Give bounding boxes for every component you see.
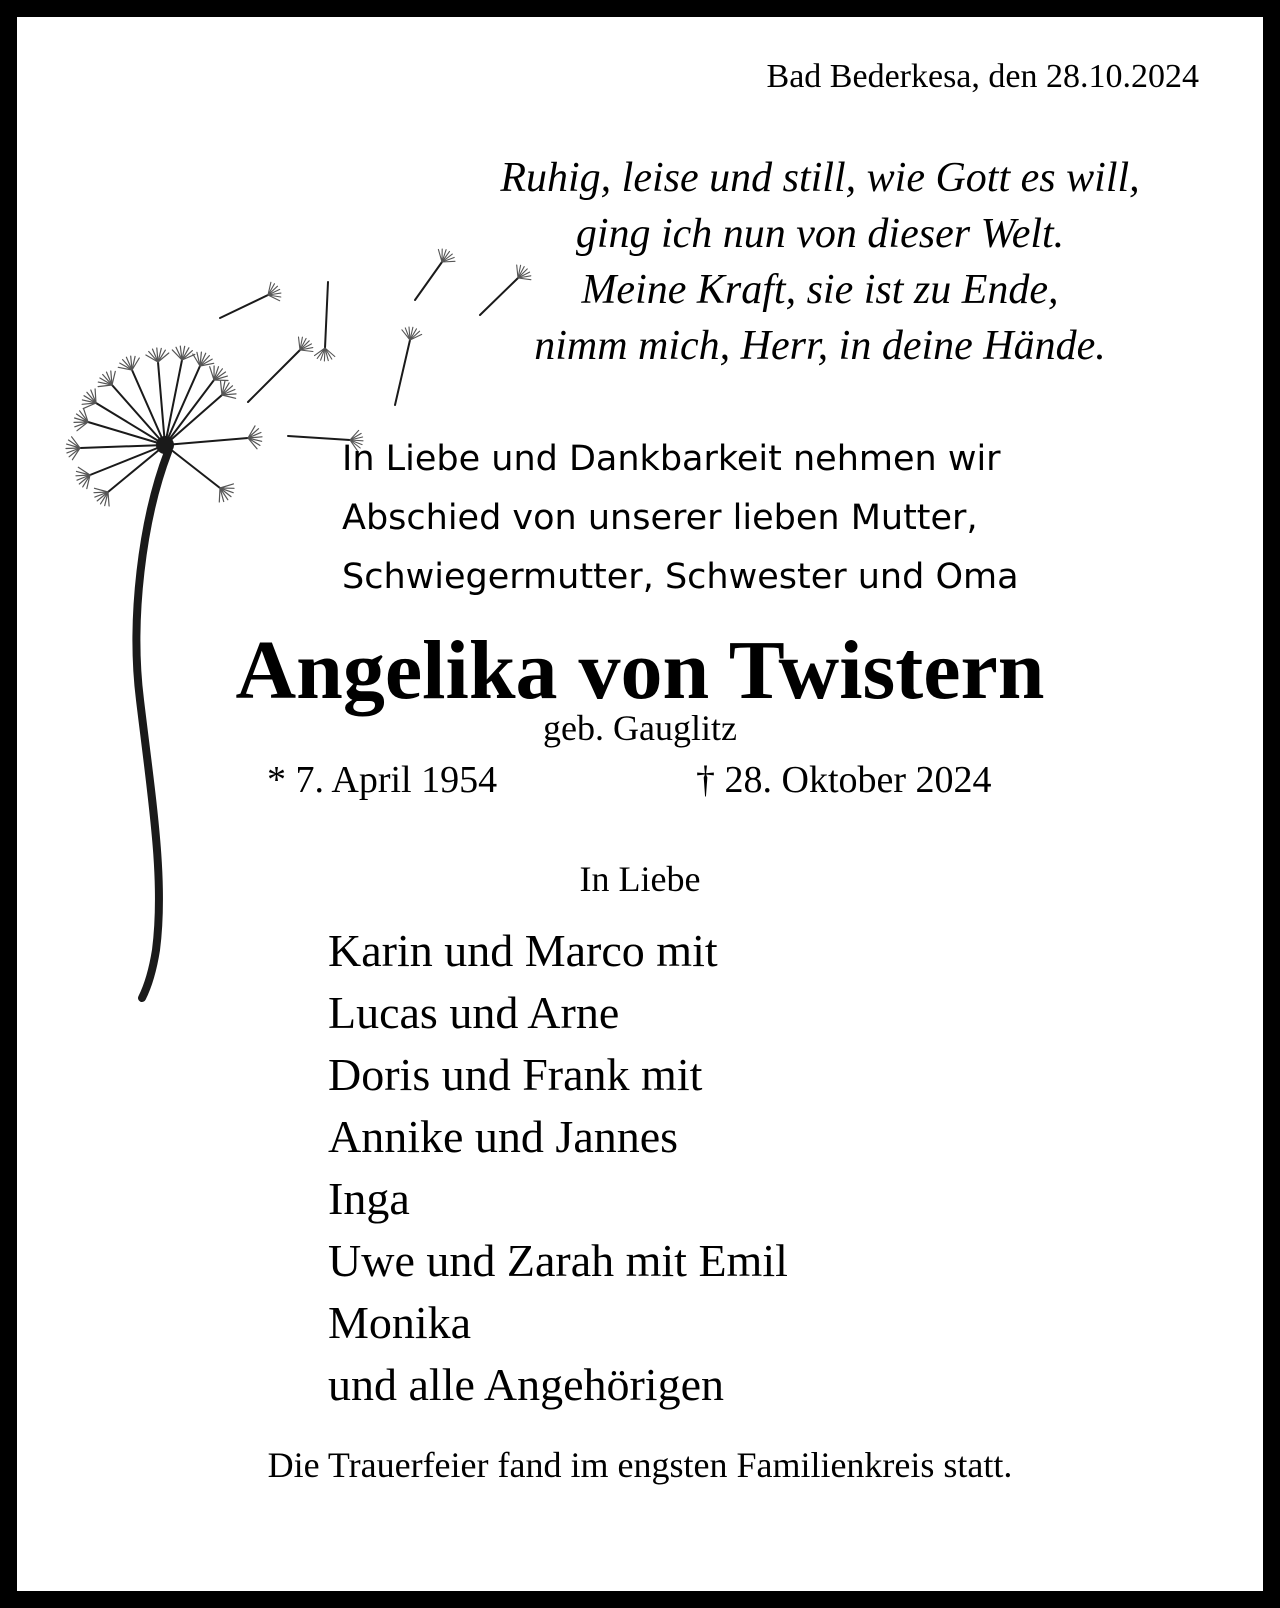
intro-line: Abschied von unserer lieben Mutter, bbox=[342, 498, 978, 538]
mourner-line: Karin und Marco mit bbox=[328, 925, 718, 976]
mourner-line: Lucas und Arne bbox=[328, 987, 620, 1038]
mourner-line: und alle Angehörigen bbox=[328, 1359, 725, 1410]
birth-date: * 7. April 1954 bbox=[267, 759, 498, 801]
mourner-line: Annike und Jannes bbox=[328, 1111, 679, 1162]
funeral-note: Die Trauerfeier fand im engsten Familienkreis statt. bbox=[267, 1445, 1013, 1485]
death-date: † 28. Oktober 2024 bbox=[696, 759, 992, 801]
poem bbox=[440, 150, 1200, 374]
deceased-name: Angelika von Twistern bbox=[235, 624, 1045, 717]
mourner-line: Inga bbox=[328, 1173, 410, 1224]
intro-line: In Liebe und Dankbarkeit nehmen wir bbox=[342, 439, 1001, 479]
poem-line: ging ich nun von dieser Welt. bbox=[575, 211, 1065, 257]
intro-text bbox=[342, 430, 1019, 607]
poem-line: nimm mich, Herr, in deine Hände. bbox=[534, 323, 1106, 369]
mourner-line: Uwe und Zarah mit Emil bbox=[328, 1235, 788, 1286]
place-date: Bad Bederkesa, den 28.10.2024 bbox=[766, 58, 1199, 95]
mourner-line: Doris und Frank mit bbox=[328, 1049, 703, 1100]
mourner-line: Monika bbox=[328, 1297, 472, 1348]
poem-line: Ruhig, leise und still, wie Gott es will, bbox=[500, 155, 1140, 201]
mourners-list bbox=[328, 920, 788, 1416]
maiden-name: geb. Gauglitz bbox=[543, 708, 737, 748]
mourners-heading: In Liebe bbox=[579, 859, 701, 899]
intro-line: Schwiegermutter, Schwester und Oma bbox=[342, 557, 1019, 597]
poem-line: Meine Kraft, sie ist zu Ende, bbox=[581, 267, 1059, 313]
